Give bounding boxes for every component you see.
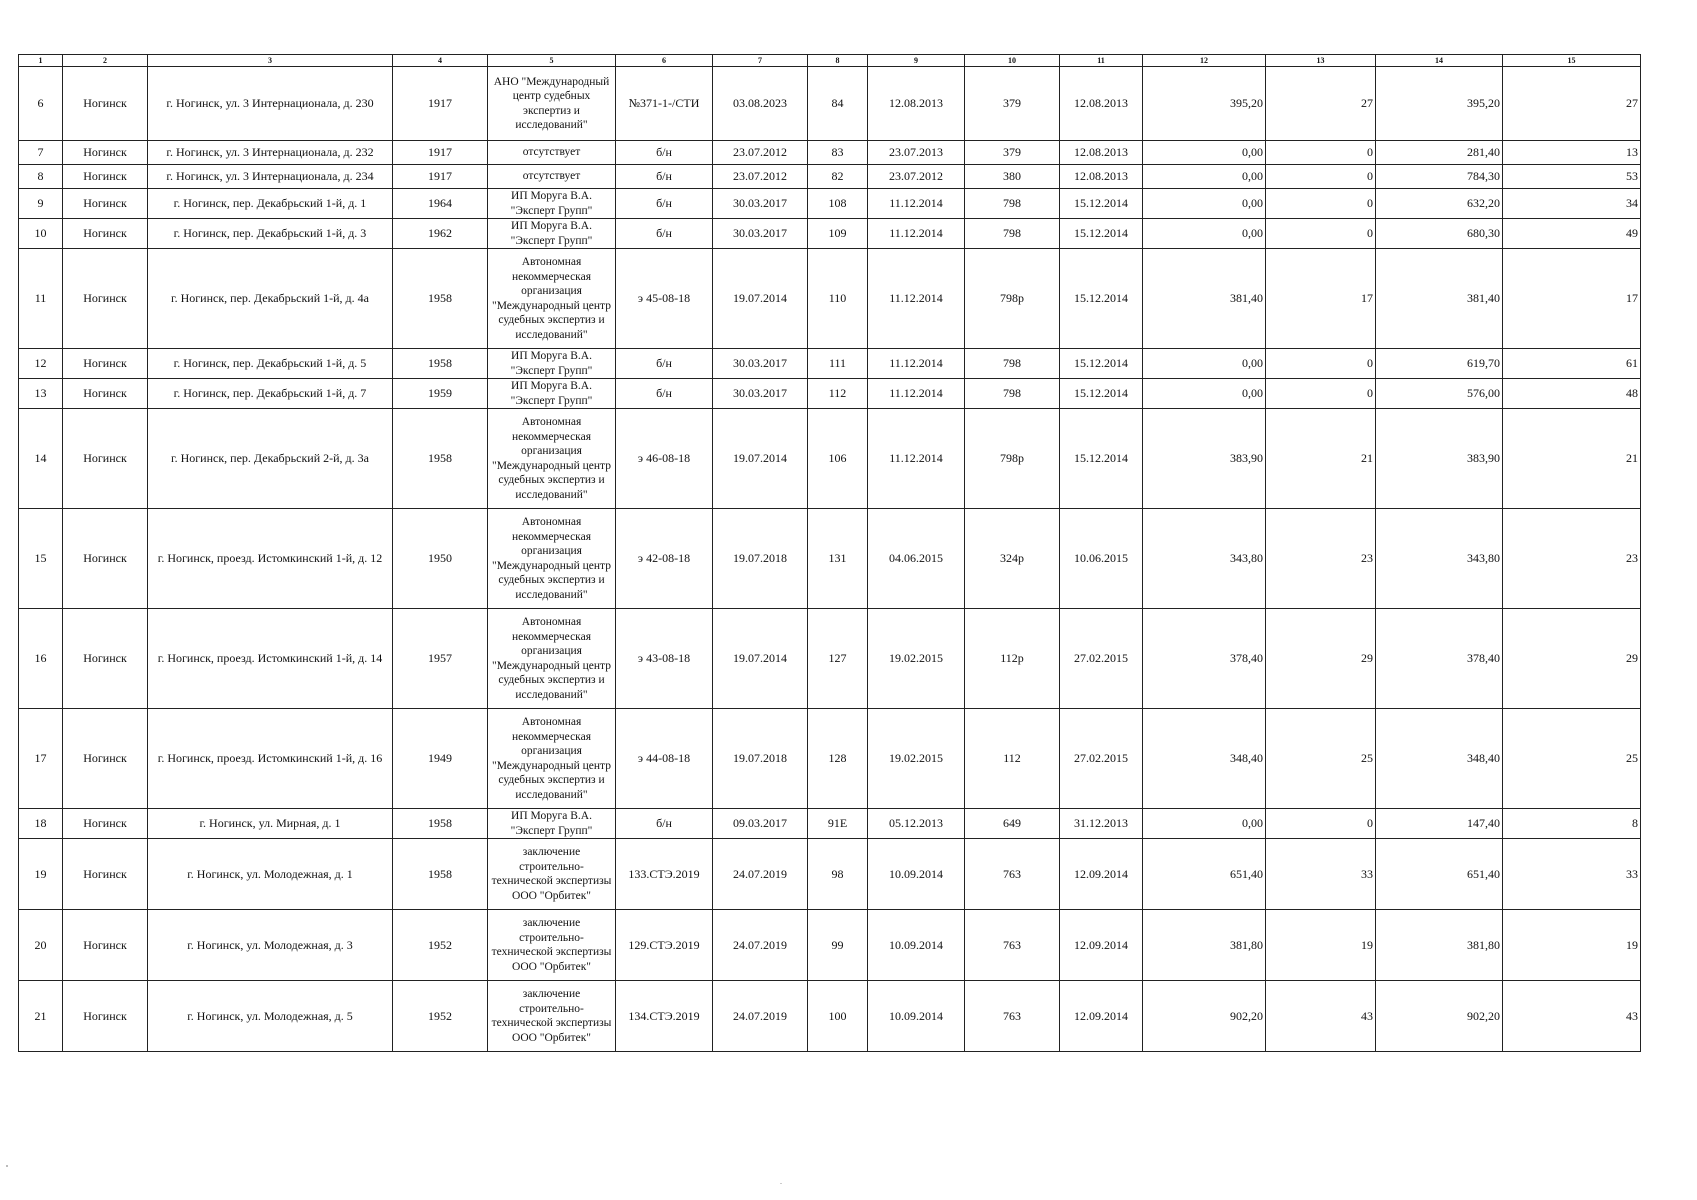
col8-cell: 84: [808, 67, 868, 141]
row-number-cell: 20: [19, 910, 63, 981]
col9-date-cell: 12.08.2013: [868, 67, 965, 141]
col12-area-cell: 0,00: [1143, 349, 1266, 379]
col9-date-cell: 11.12.2014: [868, 409, 965, 509]
document-date-cell: 30.03.2017: [713, 379, 808, 409]
col14-area-cell: 632,20: [1376, 189, 1503, 219]
column-number-row: [19, 55, 1641, 67]
column-number: 10: [965, 55, 1060, 67]
col13-count-cell: 0: [1266, 809, 1376, 839]
col12-area-cell: 902,20: [1143, 981, 1266, 1052]
address-cell: г. Ногинск, пер. Декабрьский 1-й, д. 3: [148, 219, 393, 249]
table-row: [19, 409, 1641, 509]
year-built-cell: 1958: [393, 809, 488, 839]
col9-date-cell: 19.02.2015: [868, 709, 965, 809]
col13-count-cell: 33: [1266, 839, 1376, 910]
column-number: 8: [808, 55, 868, 67]
col9-date-cell: 05.12.2013: [868, 809, 965, 839]
col14-area-cell: 619,70: [1376, 349, 1503, 379]
col15-count-cell: 49: [1503, 219, 1641, 249]
year-built-cell: 1958: [393, 349, 488, 379]
document-number-cell: э 43-08-18: [616, 609, 713, 709]
table-row: [19, 249, 1641, 349]
col10-cell: 112: [965, 709, 1060, 809]
col15-count-cell: 33: [1503, 839, 1641, 910]
col14-area-cell: 281,40: [1376, 141, 1503, 165]
document-date-cell: 19.07.2014: [713, 409, 808, 509]
col11-date-cell: 12.09.2014: [1060, 981, 1143, 1052]
column-number: 6: [616, 55, 713, 67]
col15-count-cell: 53: [1503, 165, 1641, 189]
col10-cell: 798: [965, 379, 1060, 409]
city-cell: Ногинск: [63, 249, 148, 349]
col8-cell: 108: [808, 189, 868, 219]
col13-count-cell: 0: [1266, 165, 1376, 189]
col14-area-cell: 383,90: [1376, 409, 1503, 509]
organization-cell: ИП Моруга В.А. "Эксперт Групп": [488, 219, 616, 249]
col14-area-cell: 378,40: [1376, 609, 1503, 709]
address-cell: г. Ногинск, проезд. Истомкинский 1-й, д. 12: [148, 509, 393, 609]
col11-date-cell: 15.12.2014: [1060, 379, 1143, 409]
year-built-cell: 1958: [393, 249, 488, 349]
document-number-cell: б/н: [616, 349, 713, 379]
col13-count-cell: 21: [1266, 409, 1376, 509]
col14-area-cell: 784,30: [1376, 165, 1503, 189]
address-cell: г. Ногинск, ул. Молодежная, д. 3: [148, 910, 393, 981]
col12-area-cell: 348,40: [1143, 709, 1266, 809]
column-number: 1: [19, 55, 63, 67]
col15-count-cell: 48: [1503, 379, 1641, 409]
address-cell: г. Ногинск, ул. 3 Интернационала, д. 234: [148, 165, 393, 189]
col8-cell: 112: [808, 379, 868, 409]
col11-date-cell: 27.02.2015: [1060, 609, 1143, 709]
col10-cell: 649: [965, 809, 1060, 839]
col11-date-cell: 10.06.2015: [1060, 509, 1143, 609]
year-built-cell: 1952: [393, 981, 488, 1052]
row-number-cell: 6: [19, 67, 63, 141]
city-cell: Ногинск: [63, 189, 148, 219]
row-number-cell: 10: [19, 219, 63, 249]
column-number: 15: [1503, 55, 1641, 67]
address-cell: г. Ногинск, ул. Молодежная, д. 1: [148, 839, 393, 910]
document-date-cell: 30.03.2017: [713, 189, 808, 219]
col15-count-cell: 17: [1503, 249, 1641, 349]
col12-area-cell: 343,80: [1143, 509, 1266, 609]
document-date-cell: 23.07.2012: [713, 165, 808, 189]
year-built-cell: 1917: [393, 165, 488, 189]
col14-area-cell: 680,30: [1376, 219, 1503, 249]
organization-cell: ИП Моруга В.А. "Эксперт Групп": [488, 809, 616, 839]
col8-cell: 100: [808, 981, 868, 1052]
col13-count-cell: 0: [1266, 379, 1376, 409]
col8-cell: 82: [808, 165, 868, 189]
col10-cell: 798р: [965, 409, 1060, 509]
organization-cell: ИП Моруга В.А. "Эксперт Групп": [488, 189, 616, 219]
scan-speck: [6, 1165, 8, 1167]
col15-count-cell: 13: [1503, 141, 1641, 165]
col8-cell: 111: [808, 349, 868, 379]
table-row: [19, 609, 1641, 709]
col10-cell: 798р: [965, 249, 1060, 349]
table-row: [19, 809, 1641, 839]
housing-table: [18, 54, 1641, 1052]
address-cell: г. Ногинск, пер. Декабрьский 2-й, д. 3а: [148, 409, 393, 509]
column-number: 11: [1060, 55, 1143, 67]
col8-cell: 91Е: [808, 809, 868, 839]
col8-cell: 99: [808, 910, 868, 981]
city-cell: Ногинск: [63, 709, 148, 809]
col14-area-cell: 147,40: [1376, 809, 1503, 839]
document-number-cell: б/н: [616, 165, 713, 189]
col11-date-cell: 15.12.2014: [1060, 349, 1143, 379]
table-row: [19, 219, 1641, 249]
col9-date-cell: 11.12.2014: [868, 249, 965, 349]
col8-cell: 131: [808, 509, 868, 609]
col14-area-cell: 381,80: [1376, 910, 1503, 981]
col13-count-cell: 19: [1266, 910, 1376, 981]
year-built-cell: 1949: [393, 709, 488, 809]
city-cell: Ногинск: [63, 509, 148, 609]
table-row: [19, 981, 1641, 1052]
city-cell: Ногинск: [63, 349, 148, 379]
address-cell: г. Ногинск, ул. 3 Интернационала, д. 230: [148, 67, 393, 141]
col11-date-cell: 12.08.2013: [1060, 67, 1143, 141]
col12-area-cell: 0,00: [1143, 219, 1266, 249]
year-built-cell: 1917: [393, 141, 488, 165]
col12-area-cell: 0,00: [1143, 379, 1266, 409]
col14-area-cell: 902,20: [1376, 981, 1503, 1052]
organization-cell: отсутствует: [488, 141, 616, 165]
row-number-cell: 13: [19, 379, 63, 409]
col9-date-cell: 04.06.2015: [868, 509, 965, 609]
document-date-cell: 24.07.2019: [713, 910, 808, 981]
col13-count-cell: 29: [1266, 609, 1376, 709]
col13-count-cell: 0: [1266, 189, 1376, 219]
col10-cell: 798: [965, 219, 1060, 249]
organization-cell: заключение строительно-технической экспертизы ООО "Орбитек": [488, 910, 616, 981]
col14-area-cell: 395,20: [1376, 67, 1503, 141]
col9-date-cell: 10.09.2014: [868, 839, 965, 910]
col13-count-cell: 0: [1266, 219, 1376, 249]
col14-area-cell: 343,80: [1376, 509, 1503, 609]
city-cell: Ногинск: [63, 409, 148, 509]
col13-count-cell: 27: [1266, 67, 1376, 141]
city-cell: Ногинск: [63, 379, 148, 409]
organization-cell: Автономная некоммерческая организация "Международный центр судебных экспертиз и исследований": [488, 509, 616, 609]
column-number: 7: [713, 55, 808, 67]
col11-date-cell: 27.02.2015: [1060, 709, 1143, 809]
row-number-cell: 16: [19, 609, 63, 709]
row-number-cell: 19: [19, 839, 63, 910]
address-cell: г. Ногинск, пер. Декабрьский 1-й, д. 5: [148, 349, 393, 379]
year-built-cell: 1950: [393, 509, 488, 609]
col9-date-cell: 10.09.2014: [868, 910, 965, 981]
organization-cell: заключение строительно-технической экспертизы ООО "Орбитек": [488, 981, 616, 1052]
document-number-cell: б/н: [616, 809, 713, 839]
col11-date-cell: 31.12.2013: [1060, 809, 1143, 839]
document-date-cell: 19.07.2014: [713, 609, 808, 709]
col9-date-cell: 11.12.2014: [868, 189, 965, 219]
col9-date-cell: 23.07.2012: [868, 165, 965, 189]
document-date-cell: 30.03.2017: [713, 349, 808, 379]
col11-date-cell: 12.09.2014: [1060, 839, 1143, 910]
table-row: [19, 67, 1641, 141]
address-cell: г. Ногинск, пер. Декабрьский 1-й, д. 7: [148, 379, 393, 409]
column-number: 3: [148, 55, 393, 67]
document-number-cell: №371-1-/СТИ: [616, 67, 713, 141]
address-cell: г. Ногинск, проезд. Истомкинский 1-й, д. 14: [148, 609, 393, 709]
document-number-cell: 133.СТЭ.2019: [616, 839, 713, 910]
col10-cell: 798: [965, 189, 1060, 219]
city-cell: Ногинск: [63, 839, 148, 910]
col12-area-cell: 0,00: [1143, 141, 1266, 165]
document-date-cell: 30.03.2017: [713, 219, 808, 249]
col11-date-cell: 12.08.2013: [1060, 141, 1143, 165]
col13-count-cell: 43: [1266, 981, 1376, 1052]
col10-cell: 763: [965, 981, 1060, 1052]
document-number-cell: э 44-08-18: [616, 709, 713, 809]
row-number-cell: 14: [19, 409, 63, 509]
col12-area-cell: 381,40: [1143, 249, 1266, 349]
row-number-cell: 21: [19, 981, 63, 1052]
city-cell: Ногинск: [63, 981, 148, 1052]
col13-count-cell: 0: [1266, 141, 1376, 165]
col12-area-cell: 0,00: [1143, 165, 1266, 189]
document-number-cell: 134.СТЭ.2019: [616, 981, 713, 1052]
col13-count-cell: 0: [1266, 349, 1376, 379]
col8-cell: 98: [808, 839, 868, 910]
col15-count-cell: 34: [1503, 189, 1641, 219]
document-number-cell: б/н: [616, 379, 713, 409]
year-built-cell: 1958: [393, 839, 488, 910]
col10-cell: 112р: [965, 609, 1060, 709]
address-cell: г. Ногинск, проезд. Истомкинский 1-й, д. 16: [148, 709, 393, 809]
city-cell: Ногинск: [63, 219, 148, 249]
row-number-cell: 9: [19, 189, 63, 219]
organization-cell: заключение строительно-технической экспертизы ООО "Орбитек": [488, 839, 616, 910]
col15-count-cell: 19: [1503, 910, 1641, 981]
organization-cell: АНО "Международный центр судебных экспертиз и исследований": [488, 67, 616, 141]
row-number-cell: 12: [19, 349, 63, 379]
col15-count-cell: 61: [1503, 349, 1641, 379]
address-cell: г. Ногинск, ул. Мирная, д. 1: [148, 809, 393, 839]
row-number-cell: 8: [19, 165, 63, 189]
col15-count-cell: 21: [1503, 409, 1641, 509]
row-number-cell: 17: [19, 709, 63, 809]
city-cell: Ногинск: [63, 141, 148, 165]
col15-count-cell: 43: [1503, 981, 1641, 1052]
col13-count-cell: 25: [1266, 709, 1376, 809]
row-number-cell: 15: [19, 509, 63, 609]
col9-date-cell: 10.09.2014: [868, 981, 965, 1052]
col15-count-cell: 27: [1503, 67, 1641, 141]
address-cell: г. Ногинск, пер. Декабрьский 1-й, д. 4а: [148, 249, 393, 349]
col14-area-cell: 381,40: [1376, 249, 1503, 349]
col8-cell: 109: [808, 219, 868, 249]
col12-area-cell: 0,00: [1143, 809, 1266, 839]
col10-cell: 379: [965, 141, 1060, 165]
document-sheet: [18, 54, 1640, 1052]
table-row: [19, 839, 1641, 910]
organization-cell: ИП Моруга В.А. "Эксперт Групп": [488, 379, 616, 409]
address-cell: г. Ногинск, пер. Декабрьский 1-й, д. 1: [148, 189, 393, 219]
col12-area-cell: 381,80: [1143, 910, 1266, 981]
document-date-cell: 19.07.2018: [713, 709, 808, 809]
col8-cell: 127: [808, 609, 868, 709]
table-row: [19, 141, 1641, 165]
scan-speck: [780, 1183, 782, 1184]
column-number: 4: [393, 55, 488, 67]
col12-area-cell: 383,90: [1143, 409, 1266, 509]
col10-cell: 324р: [965, 509, 1060, 609]
organization-cell: отсутствует: [488, 165, 616, 189]
city-cell: Ногинск: [63, 609, 148, 709]
city-cell: Ногинск: [63, 67, 148, 141]
year-built-cell: 1959: [393, 379, 488, 409]
year-built-cell: 1917: [393, 67, 488, 141]
table-body: [19, 67, 1641, 1052]
table-row: [19, 509, 1641, 609]
document-date-cell: 19.07.2018: [713, 509, 808, 609]
col14-area-cell: 576,00: [1376, 379, 1503, 409]
row-number-cell: 7: [19, 141, 63, 165]
address-cell: г. Ногинск, ул. 3 Интернационала, д. 232: [148, 141, 393, 165]
col11-date-cell: 15.12.2014: [1060, 219, 1143, 249]
document-number-cell: э 42-08-18: [616, 509, 713, 609]
organization-cell: Автономная некоммерческая организация "Международный центр судебных экспертиз и исследований": [488, 609, 616, 709]
col15-count-cell: 29: [1503, 609, 1641, 709]
address-cell: г. Ногинск, ул. Молодежная, д. 5: [148, 981, 393, 1052]
column-number: 13: [1266, 55, 1376, 67]
organization-cell: Автономная некоммерческая организация "Международный центр судебных экспертиз и исследований": [488, 709, 616, 809]
col14-area-cell: 348,40: [1376, 709, 1503, 809]
organization-cell: ИП Моруга В.А. "Эксперт Групп": [488, 349, 616, 379]
column-number: 12: [1143, 55, 1266, 67]
col10-cell: 763: [965, 910, 1060, 981]
table-row: [19, 910, 1641, 981]
col11-date-cell: 12.09.2014: [1060, 910, 1143, 981]
document-date-cell: 24.07.2019: [713, 981, 808, 1052]
col8-cell: 110: [808, 249, 868, 349]
year-built-cell: 1958: [393, 409, 488, 509]
column-number: 14: [1376, 55, 1503, 67]
col11-date-cell: 15.12.2014: [1060, 409, 1143, 509]
document-number-cell: э 45-08-18: [616, 249, 713, 349]
col11-date-cell: 15.12.2014: [1060, 249, 1143, 349]
col12-area-cell: 395,20: [1143, 67, 1266, 141]
document-date-cell: 03.08.2023: [713, 67, 808, 141]
col9-date-cell: 11.12.2014: [868, 349, 965, 379]
table-row: [19, 189, 1641, 219]
col9-date-cell: 23.07.2013: [868, 141, 965, 165]
col8-cell: 128: [808, 709, 868, 809]
col13-count-cell: 23: [1266, 509, 1376, 609]
document-number-cell: 129.СТЭ.2019: [616, 910, 713, 981]
col15-count-cell: 25: [1503, 709, 1641, 809]
column-number: 9: [868, 55, 965, 67]
document-number-cell: б/н: [616, 219, 713, 249]
year-built-cell: 1952: [393, 910, 488, 981]
organization-cell: Автономная некоммерческая организация "Международный центр судебных экспертиз и исследований": [488, 409, 616, 509]
organization-cell: Автономная некоммерческая организация "Международный центр судебных экспертиз и исследований": [488, 249, 616, 349]
row-number-cell: 18: [19, 809, 63, 839]
col12-area-cell: 651,40: [1143, 839, 1266, 910]
col9-date-cell: 19.02.2015: [868, 609, 965, 709]
document-number-cell: б/н: [616, 189, 713, 219]
document-number-cell: э 46-08-18: [616, 409, 713, 509]
document-number-cell: б/н: [616, 141, 713, 165]
col9-date-cell: 11.12.2014: [868, 379, 965, 409]
table-row: [19, 165, 1641, 189]
col10-cell: 798: [965, 349, 1060, 379]
col15-count-cell: 23: [1503, 509, 1641, 609]
col11-date-cell: 15.12.2014: [1060, 189, 1143, 219]
table-row: [19, 349, 1641, 379]
col14-area-cell: 651,40: [1376, 839, 1503, 910]
col15-count-cell: 8: [1503, 809, 1641, 839]
document-date-cell: 23.07.2012: [713, 141, 808, 165]
column-number: 5: [488, 55, 616, 67]
col9-date-cell: 11.12.2014: [868, 219, 965, 249]
document-date-cell: 24.07.2019: [713, 839, 808, 910]
city-cell: Ногинск: [63, 165, 148, 189]
city-cell: Ногинск: [63, 809, 148, 839]
year-built-cell: 1957: [393, 609, 488, 709]
city-cell: Ногинск: [63, 910, 148, 981]
col10-cell: 380: [965, 165, 1060, 189]
col10-cell: 763: [965, 839, 1060, 910]
year-built-cell: 1964: [393, 189, 488, 219]
col13-count-cell: 17: [1266, 249, 1376, 349]
row-number-cell: 11: [19, 249, 63, 349]
document-date-cell: 09.03.2017: [713, 809, 808, 839]
document-date-cell: 19.07.2014: [713, 249, 808, 349]
col10-cell: 379: [965, 67, 1060, 141]
col12-area-cell: 0,00: [1143, 189, 1266, 219]
table-row: [19, 379, 1641, 409]
table-row: [19, 709, 1641, 809]
column-number: 2: [63, 55, 148, 67]
col11-date-cell: 12.08.2013: [1060, 165, 1143, 189]
col12-area-cell: 378,40: [1143, 609, 1266, 709]
col8-cell: 83: [808, 141, 868, 165]
year-built-cell: 1962: [393, 219, 488, 249]
col8-cell: 106: [808, 409, 868, 509]
